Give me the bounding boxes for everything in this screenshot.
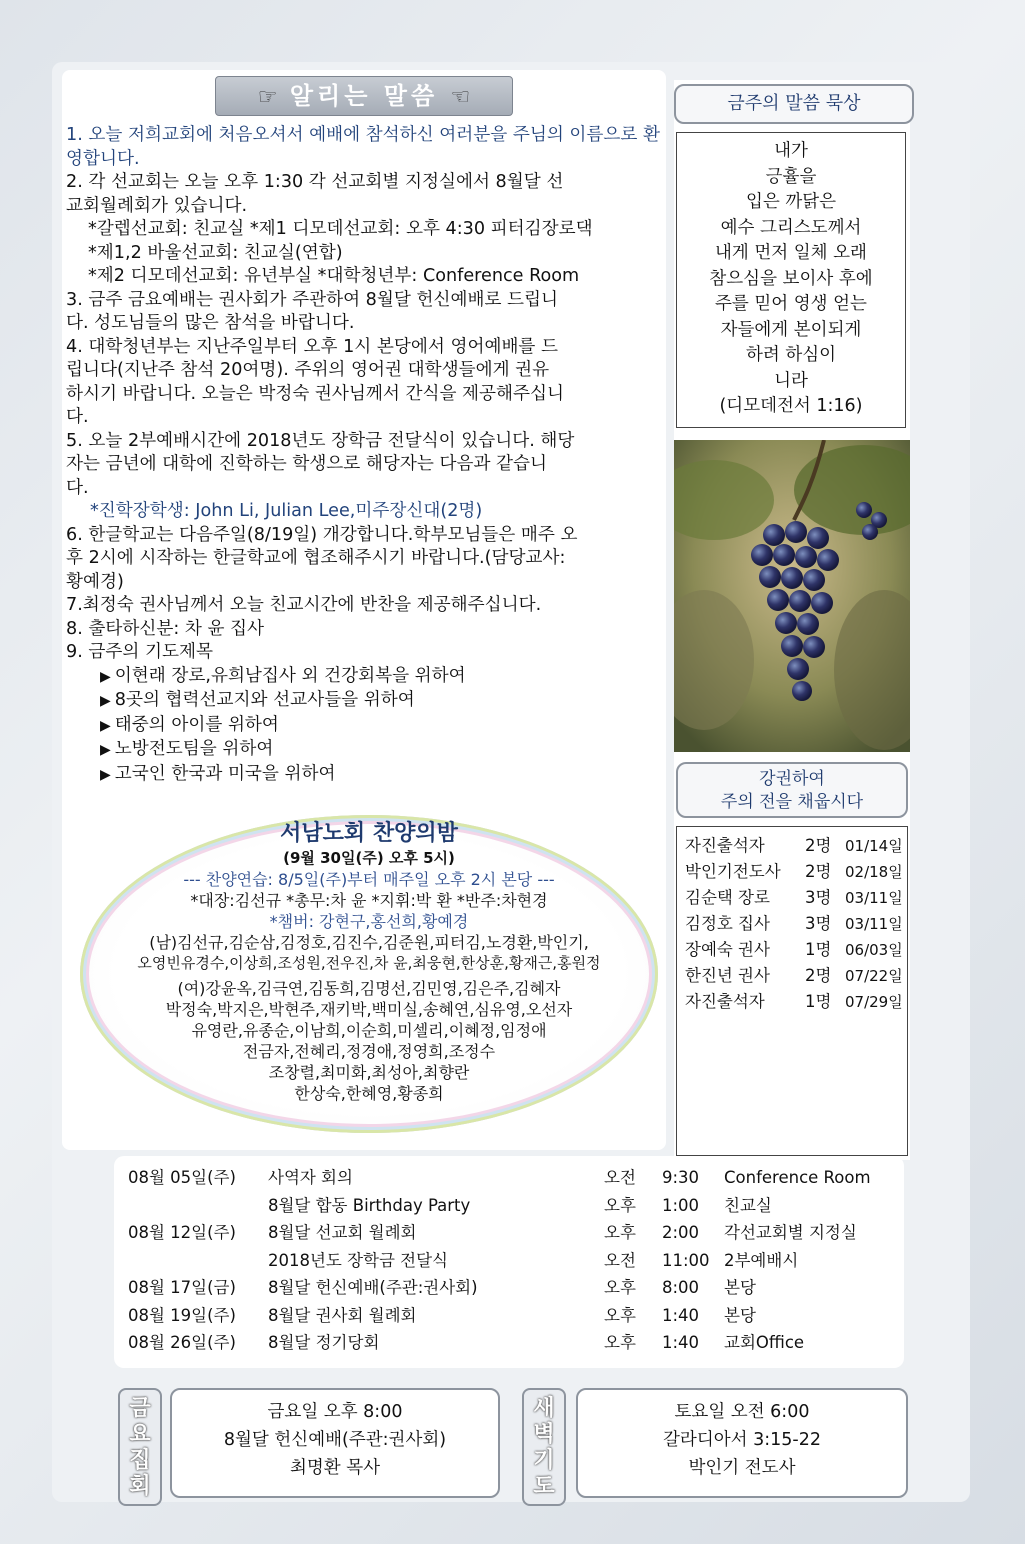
evangelism-row: 장예숙 권사 1명 06/03일 <box>685 940 903 959</box>
evangelism-row: 김순택 장로 3명 03/11일 <box>685 888 903 907</box>
verse-line: 자들에게 본이되게 <box>720 319 862 340</box>
announcement-item: 다. <box>66 477 89 498</box>
prayer-item: ▶ 이현래 장로,유희남집사 외 건강회복을 위하여 <box>100 665 466 686</box>
grapes-photo <box>674 440 910 752</box>
pointing-hand-left-icon: ☞ <box>257 85 278 110</box>
evangelism-header: 강권하여 주의 전을 채웁시다 <box>676 762 908 818</box>
choir-date: (9월 30일(주) 오후 5시) <box>283 849 455 867</box>
choir-men: (남)김선규,김순삼,김정호,김진수,김준원,피터김,노경환,박인기, <box>149 933 589 952</box>
choir-chamber: *챔버: 강현구,홍선희,황예경 <box>269 912 469 931</box>
evangelism-row: 김정호 집사 3명 03/11일 <box>685 914 903 933</box>
triangle-bullet-icon: ▶ <box>100 668 111 685</box>
prayer-item: ▶ 고국인 한국과 미국을 위하여 <box>100 763 336 784</box>
schedule-row: 08월 12일(주) 8월달 선교회 월례회 오후 2:00 각선교회별 지정실 <box>128 1223 857 1242</box>
announcement-subitem: *갈렙선교회: 친교실 *제1 디모데선교회: 오후 4:30 피터김장로댁 <box>88 219 593 239</box>
friday-meeting-box: 금요일 오후 8:00 8월달 헌신예배(주관:권사회) 최명환 목사 <box>170 1388 500 1498</box>
announcement-item: 1. 오늘 저희교회에 처음오셔서 예배에 참석하신 여러분을 주님의 이름으로 환영합니다. <box>66 125 660 169</box>
evangelism-row: 박인기전도사 2명 02/18일 <box>685 862 903 881</box>
announcement-item: 5. 오늘 2부예배시간에 2018년도 장학금 전달식이 있습니다. 해당 <box>66 430 575 451</box>
triangle-bullet-icon: ▶ <box>100 766 111 783</box>
verse-line: 예수 그리스도께서 <box>720 217 862 238</box>
evangelism-list <box>676 826 908 1156</box>
verse-box <box>676 132 906 428</box>
verse-reference: (디모데전서 1:16) <box>719 396 863 416</box>
announcement-item: 7.최정숙 권사님께서 오늘 친교시간에 반찬을 제공해주십니다. <box>66 595 542 615</box>
schedule-table <box>114 1156 904 1368</box>
choir-women: (여)강윤옥,김극연,김동희,김명선,김민영,김은주,김혜자 <box>177 979 561 998</box>
schedule-row: 8월달 합동 Birthday Party 오후 1:00 친교실 <box>268 1195 772 1215</box>
verse-line: 입은 까닭은 <box>745 192 837 212</box>
pointing-hand-right-icon: ☜ <box>450 85 471 110</box>
choir-title: 서남노회 찬양의밤 <box>280 821 458 846</box>
choir-men: 오영빈유경수,이상희,조성원,전우진,차 윤,최웅현,한상훈,황재근,홍원정 <box>137 954 601 972</box>
choir-section <box>80 820 658 1104</box>
announcement-item: 자는 금년에 대학에 진학하는 학생으로 해당자는 다음과 같습니 <box>66 454 548 474</box>
verse-line: 참으심을 보이사 후에 <box>709 268 873 289</box>
verse-line: 하려 하심이 <box>745 345 837 365</box>
choir-women: 전금자,전혜리,정경애,정영희,조정수 <box>242 1042 496 1061</box>
announcement-item: 다. 성도님들의 많은 참석을 바랍니다. <box>66 313 355 333</box>
announcement-subitem: *제2 디모데선교회: 유년부실 *대학청년부: Conference Room <box>88 266 580 286</box>
announcement-item: 교회월례회가 있습니다. <box>66 195 248 216</box>
announcement-item: 립니다(지난주 참석 20여명). 주위의 영어권 대학생들에게 권유 <box>66 360 550 380</box>
announcement-item: 하시기 바랍니다. 오늘은 박정숙 권사님께서 간식을 제공해주십니 <box>66 383 565 404</box>
announcement-item: 2. 각 선교회는 오늘 오후 1:30 각 선교회별 지정실에서 8월달 선 <box>66 172 564 192</box>
triangle-bullet-icon: ▶ <box>100 717 111 734</box>
grapes-illustration <box>674 440 910 752</box>
announcement-item: 8. 출타하신분: 차 윤 집사 <box>66 618 265 639</box>
announcements-title: ☞ 알리는 말씀 ☜ <box>215 76 513 116</box>
schedule-row: 08월 19일(주) 8월달 권사회 월례회 오후 1:40 본당 <box>128 1305 756 1325</box>
triangle-bullet-icon: ▶ <box>100 742 111 758</box>
triangle-bullet-icon: ▶ <box>100 693 111 709</box>
announcement-item: 다. <box>66 407 89 427</box>
dawn-prayer-tag: 새 벽 기 도 <box>522 1388 566 1506</box>
choir-women: 한상숙,한혜영,황종희 <box>294 1084 444 1103</box>
verse-line: 긍휼을 <box>765 166 817 187</box>
verse-line: 내가 <box>774 141 808 161</box>
prayer-item: ▶ 8곳의 협력선교지와 선교사들을 위하여 <box>100 690 415 710</box>
choir-practice: --- 찬양연습: 8/5일(주)부터 매주일 오후 2시 본당 --- <box>183 870 555 889</box>
announcement-subitem: *진학장학생: John Li, Julian Lee,미주장신대(2명) <box>90 501 483 521</box>
evangelism-row: 한진년 권사 2명 07/22일 <box>685 966 903 985</box>
announcement-item: 9. 금주의 기도제목 <box>66 642 213 662</box>
prayer-item: ▶ 노방전도팀을 위하여 <box>100 739 274 759</box>
announcement-item: 6. 한글학교는 다음주일(8/19일) 개강합니다.학부모님들은 매주 오 <box>66 524 578 545</box>
announcement-item: 후 2시에 시작하는 한글학교에 협조해주시기 바랍니다.(담당교사: <box>66 548 566 568</box>
evangelism-row: 자진출석자 1명 07/29일 <box>685 992 903 1011</box>
verse-line: 내게 먼저 일체 오래 <box>715 243 867 263</box>
verse-line: 니라 <box>774 370 808 391</box>
choir-women: 유영란,유종순,이남희,이순희,미셀리,이혜정,임정애 <box>191 1021 547 1040</box>
schedule-row: 08월 17일(금) 8월달 헌신예배(주관:권사회) 오후 8:00 본당 <box>128 1278 756 1297</box>
announcement-item: 3. 금주 금요예배는 권사회가 주관하여 8월달 헌신예배로 드립니 <box>66 289 559 310</box>
friday-meeting-tag: 금 요 집 회 <box>118 1388 162 1506</box>
announcements-body <box>66 124 662 787</box>
announcement-item: 4. 대학청년부는 지난주일부터 오후 1시 본당에서 영어예배를 드 <box>66 336 559 357</box>
dawn-prayer-box: 토요일 오전 6:00 갈라디아서 3:15-22 박인기 전도사 <box>576 1388 908 1498</box>
schedule-row: 08월 05일(주) 사역자 회의 오전 9:30 Conference Room <box>128 1168 871 1187</box>
choir-staff: *대장:김선규 *총무:차 윤 *지휘:박 환 *반주:차현경 <box>190 891 548 910</box>
schedule-row: 2018년도 장학금 전달식 오전 11:00 2부예배시 <box>268 1250 799 1270</box>
choir-women: 조창렬,최미화,최성아,최향란 <box>268 1063 470 1082</box>
schedule-row: 08월 26일(주) 8월달 정기당회 오후 1:40 교회Office <box>128 1333 805 1352</box>
announcement-item: 황예경) <box>66 571 124 592</box>
verse-line: 주를 믿어 영생 얻는 <box>715 294 867 314</box>
evangelism-row: 자진출석자 2명 01/14일 <box>685 836 903 855</box>
prayer-item: ▶ 태중의 아이를 위하여 <box>100 714 279 735</box>
choir-women: 박정숙,박지은,박현주,재키박,백미실,송혜연,심유영,오선자 <box>165 1000 573 1019</box>
announcement-subitem: *제1,2 바울선교회: 친교실(연합) <box>88 242 343 263</box>
verse-header: 금주의 말씀 묵상 <box>674 84 914 124</box>
